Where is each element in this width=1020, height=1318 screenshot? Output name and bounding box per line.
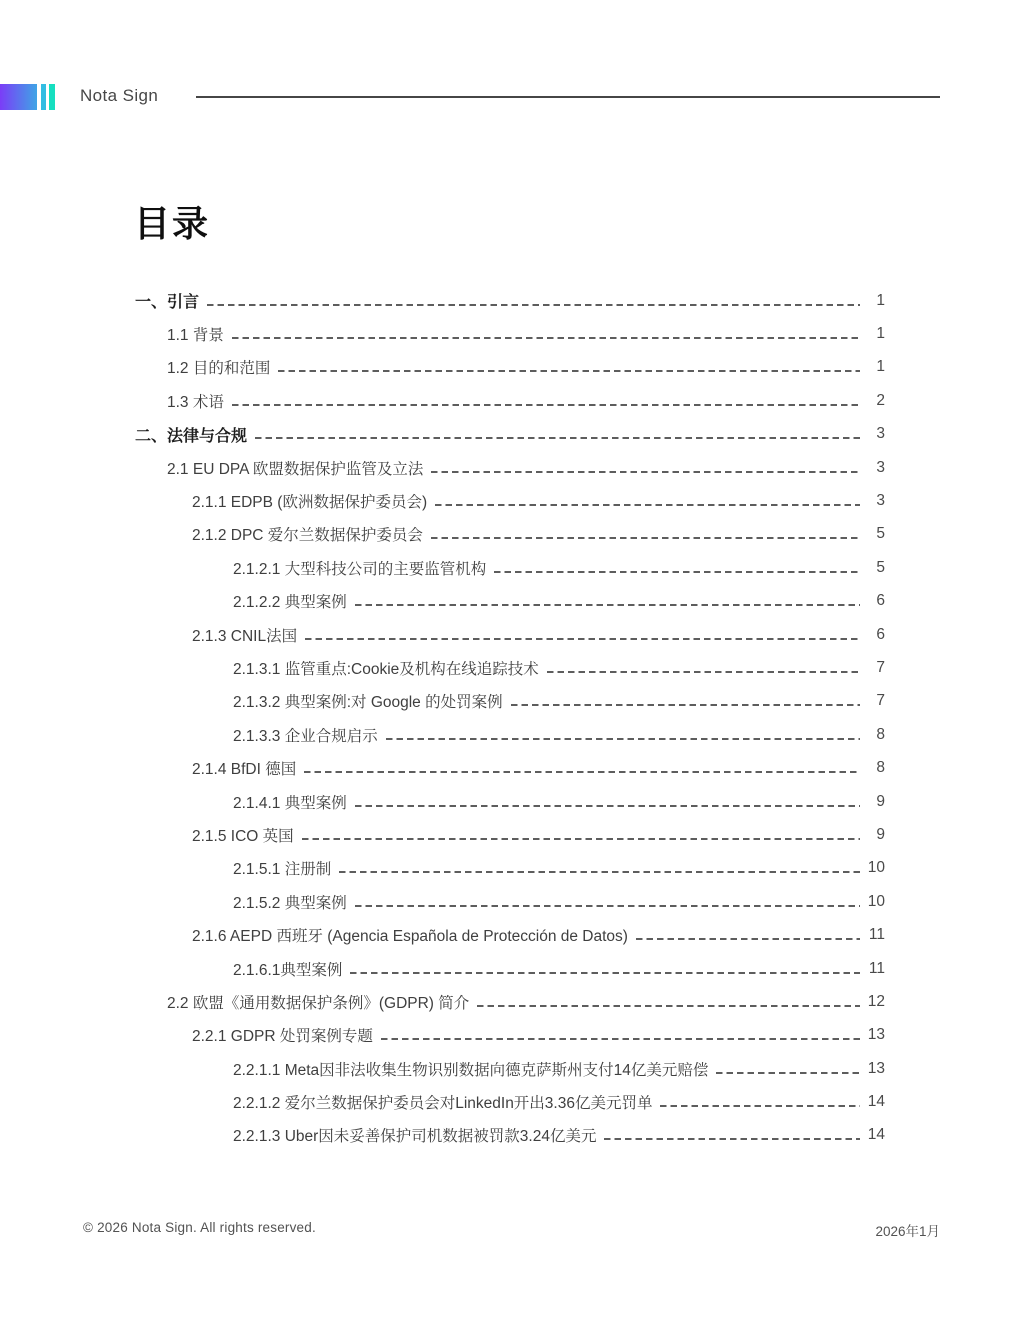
toc-page-number: 9 (876, 825, 885, 843)
toc-leader-dashes (386, 738, 860, 740)
toc-entry (135, 518, 885, 551)
toc-entry (135, 718, 885, 751)
toc-page-number: 14 (867, 1093, 885, 1111)
toc-page-number: 5 (876, 558, 885, 576)
toc-leader-dashes (304, 771, 860, 773)
toc-leader-dashes (431, 471, 860, 473)
toc-entry (135, 418, 885, 451)
toc-entry-label: 2.1.3.3 企业合规启示 (233, 727, 378, 745)
toc-entry-label: 1.3 术语 (167, 393, 224, 411)
toc-entry (135, 651, 885, 684)
toc-entry-label: 2.1.3 CNIL法国 (192, 627, 298, 645)
toc-leader-dashes (604, 1138, 860, 1140)
toc-entry-label: 2.1.5.2 典型案例 (233, 894, 347, 912)
toc-page-number: 9 (876, 792, 885, 810)
toc-entry-label: 2.1.6.1典型案例 (233, 961, 343, 979)
toc-page-number: 3 (876, 492, 885, 510)
toc-page-number: 2 (876, 391, 885, 409)
toc-page-number: 7 (876, 692, 885, 710)
toc-leader-dashes (381, 1038, 860, 1040)
toc-entry-label: 1.2 目的和范围 (167, 360, 271, 378)
toc-leader-dashes (636, 938, 860, 940)
toc-page-number: 1 (876, 358, 885, 376)
toc-leader-dashes (511, 704, 860, 706)
toc-leader-dashes (355, 805, 860, 807)
logo-gradient-bar-icon (0, 84, 37, 110)
toc-entry (135, 785, 885, 818)
toc-page-number: 3 (876, 458, 885, 476)
toc-leader-dashes (431, 537, 860, 539)
toc-page-number: 11 (868, 959, 885, 977)
toc-entry (135, 985, 885, 1018)
toc-entry (135, 351, 885, 384)
toc-leader-dashes (547, 671, 860, 673)
toc-page-number: 14 (867, 1126, 885, 1144)
toc-leader-dashes (255, 437, 860, 439)
logo-accent-bar-2-icon (49, 84, 55, 110)
toc-entry-label: 一、引言 (135, 294, 200, 312)
toc-leader-dashes (435, 504, 860, 506)
footer-date: 2026年1月 (875, 1224, 940, 1239)
toc-entry (135, 918, 885, 951)
toc-page-number: 6 (876, 625, 885, 643)
toc-page-number: 6 (876, 592, 885, 610)
toc-entry (135, 1052, 885, 1085)
toc-entry (135, 618, 885, 651)
toc-leader-dashes (494, 571, 860, 573)
toc-entry (135, 484, 885, 517)
toc-leader-dashes (232, 404, 860, 406)
toc-entry-label: 2.1.3.1 监管重点:Cookie及机构在线追踪技术 (233, 660, 539, 678)
toc-entry (135, 1085, 885, 1118)
toc-entry-label: 2.1.2.2 典型案例 (233, 594, 347, 612)
toc-page-number: 8 (876, 725, 885, 743)
toc-page-number: 1 (876, 325, 885, 343)
toc-entry (135, 885, 885, 918)
toc-entry-label: 2.1 EU DPA 欧盟数据保护监管及立法 (167, 460, 424, 478)
toc-entry-label: 2.1.1 EDPB (欧洲数据保护委员会) (192, 494, 428, 512)
toc-page-number: 11 (868, 926, 885, 944)
toc-leader-dashes (278, 370, 860, 372)
toc-entry (135, 585, 885, 618)
toc-entry-label: 2.2 欧盟《通用数据保护条例》(GDPR) 简介 (167, 994, 470, 1012)
logo-accent-bar-1-icon (41, 84, 46, 110)
toc-entry (135, 852, 885, 885)
toc-page-number: 5 (876, 525, 885, 543)
toc-entry-label: 二、法律与合规 (135, 427, 248, 445)
toc-entry (135, 384, 885, 417)
toc-leader-dashes (716, 1072, 860, 1074)
toc-leader-dashes (232, 337, 860, 339)
toc-page-number: 12 (867, 992, 885, 1010)
header-divider (196, 96, 940, 98)
toc-page-number: 7 (876, 658, 885, 676)
toc-entry-label: 2.1.3.2 典型案例:对 Google 的处罚案例 (233, 694, 503, 712)
toc-page-number: 8 (876, 759, 885, 777)
toc-page-number: 3 (876, 425, 885, 443)
page-title: 目录 (134, 203, 211, 244)
toc-page-number: 13 (867, 1026, 885, 1044)
toc-entry-label: 2.2.1.1 Meta因非法收集生物识别数据向德克萨斯州支付14亿美元赔偿 (233, 1061, 709, 1079)
toc-entry-label: 1.1 背景 (167, 327, 224, 345)
toc-leader-dashes (355, 604, 860, 606)
toc-leader-dashes (302, 838, 860, 840)
toc-entry-label: 2.1.4.1 典型案例 (233, 794, 347, 812)
toc-entry-label: 2.1.5 ICO 英国 (192, 827, 294, 845)
toc-page-number: 10 (867, 892, 885, 910)
toc-entry (135, 284, 885, 317)
toc-page-number: 10 (867, 859, 885, 877)
toc-page-number: 13 (867, 1059, 885, 1077)
table-of-contents (135, 284, 885, 1152)
brand-name: Nota Sign (80, 86, 159, 105)
toc-entry (135, 451, 885, 484)
toc-entry-label: 2.2.1.2 爱尔兰数据保护委员会对LinkedIn开出3.36亿美元罚单 (233, 1095, 653, 1113)
toc-entry (135, 317, 885, 350)
toc-leader-dashes (477, 1005, 860, 1007)
toc-page-number: 1 (876, 291, 885, 309)
toc-leader-dashes (355, 905, 860, 907)
toc-entry-label: 2.1.4 BfDI 德国 (192, 761, 297, 779)
toc-entry (135, 685, 885, 718)
toc-leader-dashes (207, 304, 860, 306)
toc-entry (135, 952, 885, 985)
toc-entry (135, 818, 885, 851)
toc-leader-dashes (305, 638, 860, 640)
toc-entry (135, 1119, 885, 1152)
toc-entry-label: 2.2.1.3 Uber因未妥善保护司机数据被罚款3.24亿美元 (233, 1128, 597, 1146)
toc-entry-label: 2.1.6 AEPD 西班牙 (Agencia Española de Protección de Datos) (192, 928, 628, 946)
toc-entry-label: 2.1.2 DPC 爱尔兰数据保护委员会 (192, 527, 423, 545)
footer-copyright: © 2026 Nota Sign. All rights reserved. (83, 1220, 316, 1235)
toc-entry-label: 2.1.2.1 大型科技公司的主要监管机构 (233, 560, 487, 578)
toc-entry (135, 551, 885, 584)
toc-entry (135, 1019, 885, 1052)
toc-entry-label: 2.2.1 GDPR 处罚案例专题 (192, 1028, 373, 1046)
toc-entry (135, 751, 885, 784)
toc-leader-dashes (350, 972, 860, 974)
toc-leader-dashes (339, 871, 860, 873)
toc-entry-label: 2.1.5.1 注册制 (233, 861, 332, 879)
toc-leader-dashes (660, 1105, 860, 1107)
